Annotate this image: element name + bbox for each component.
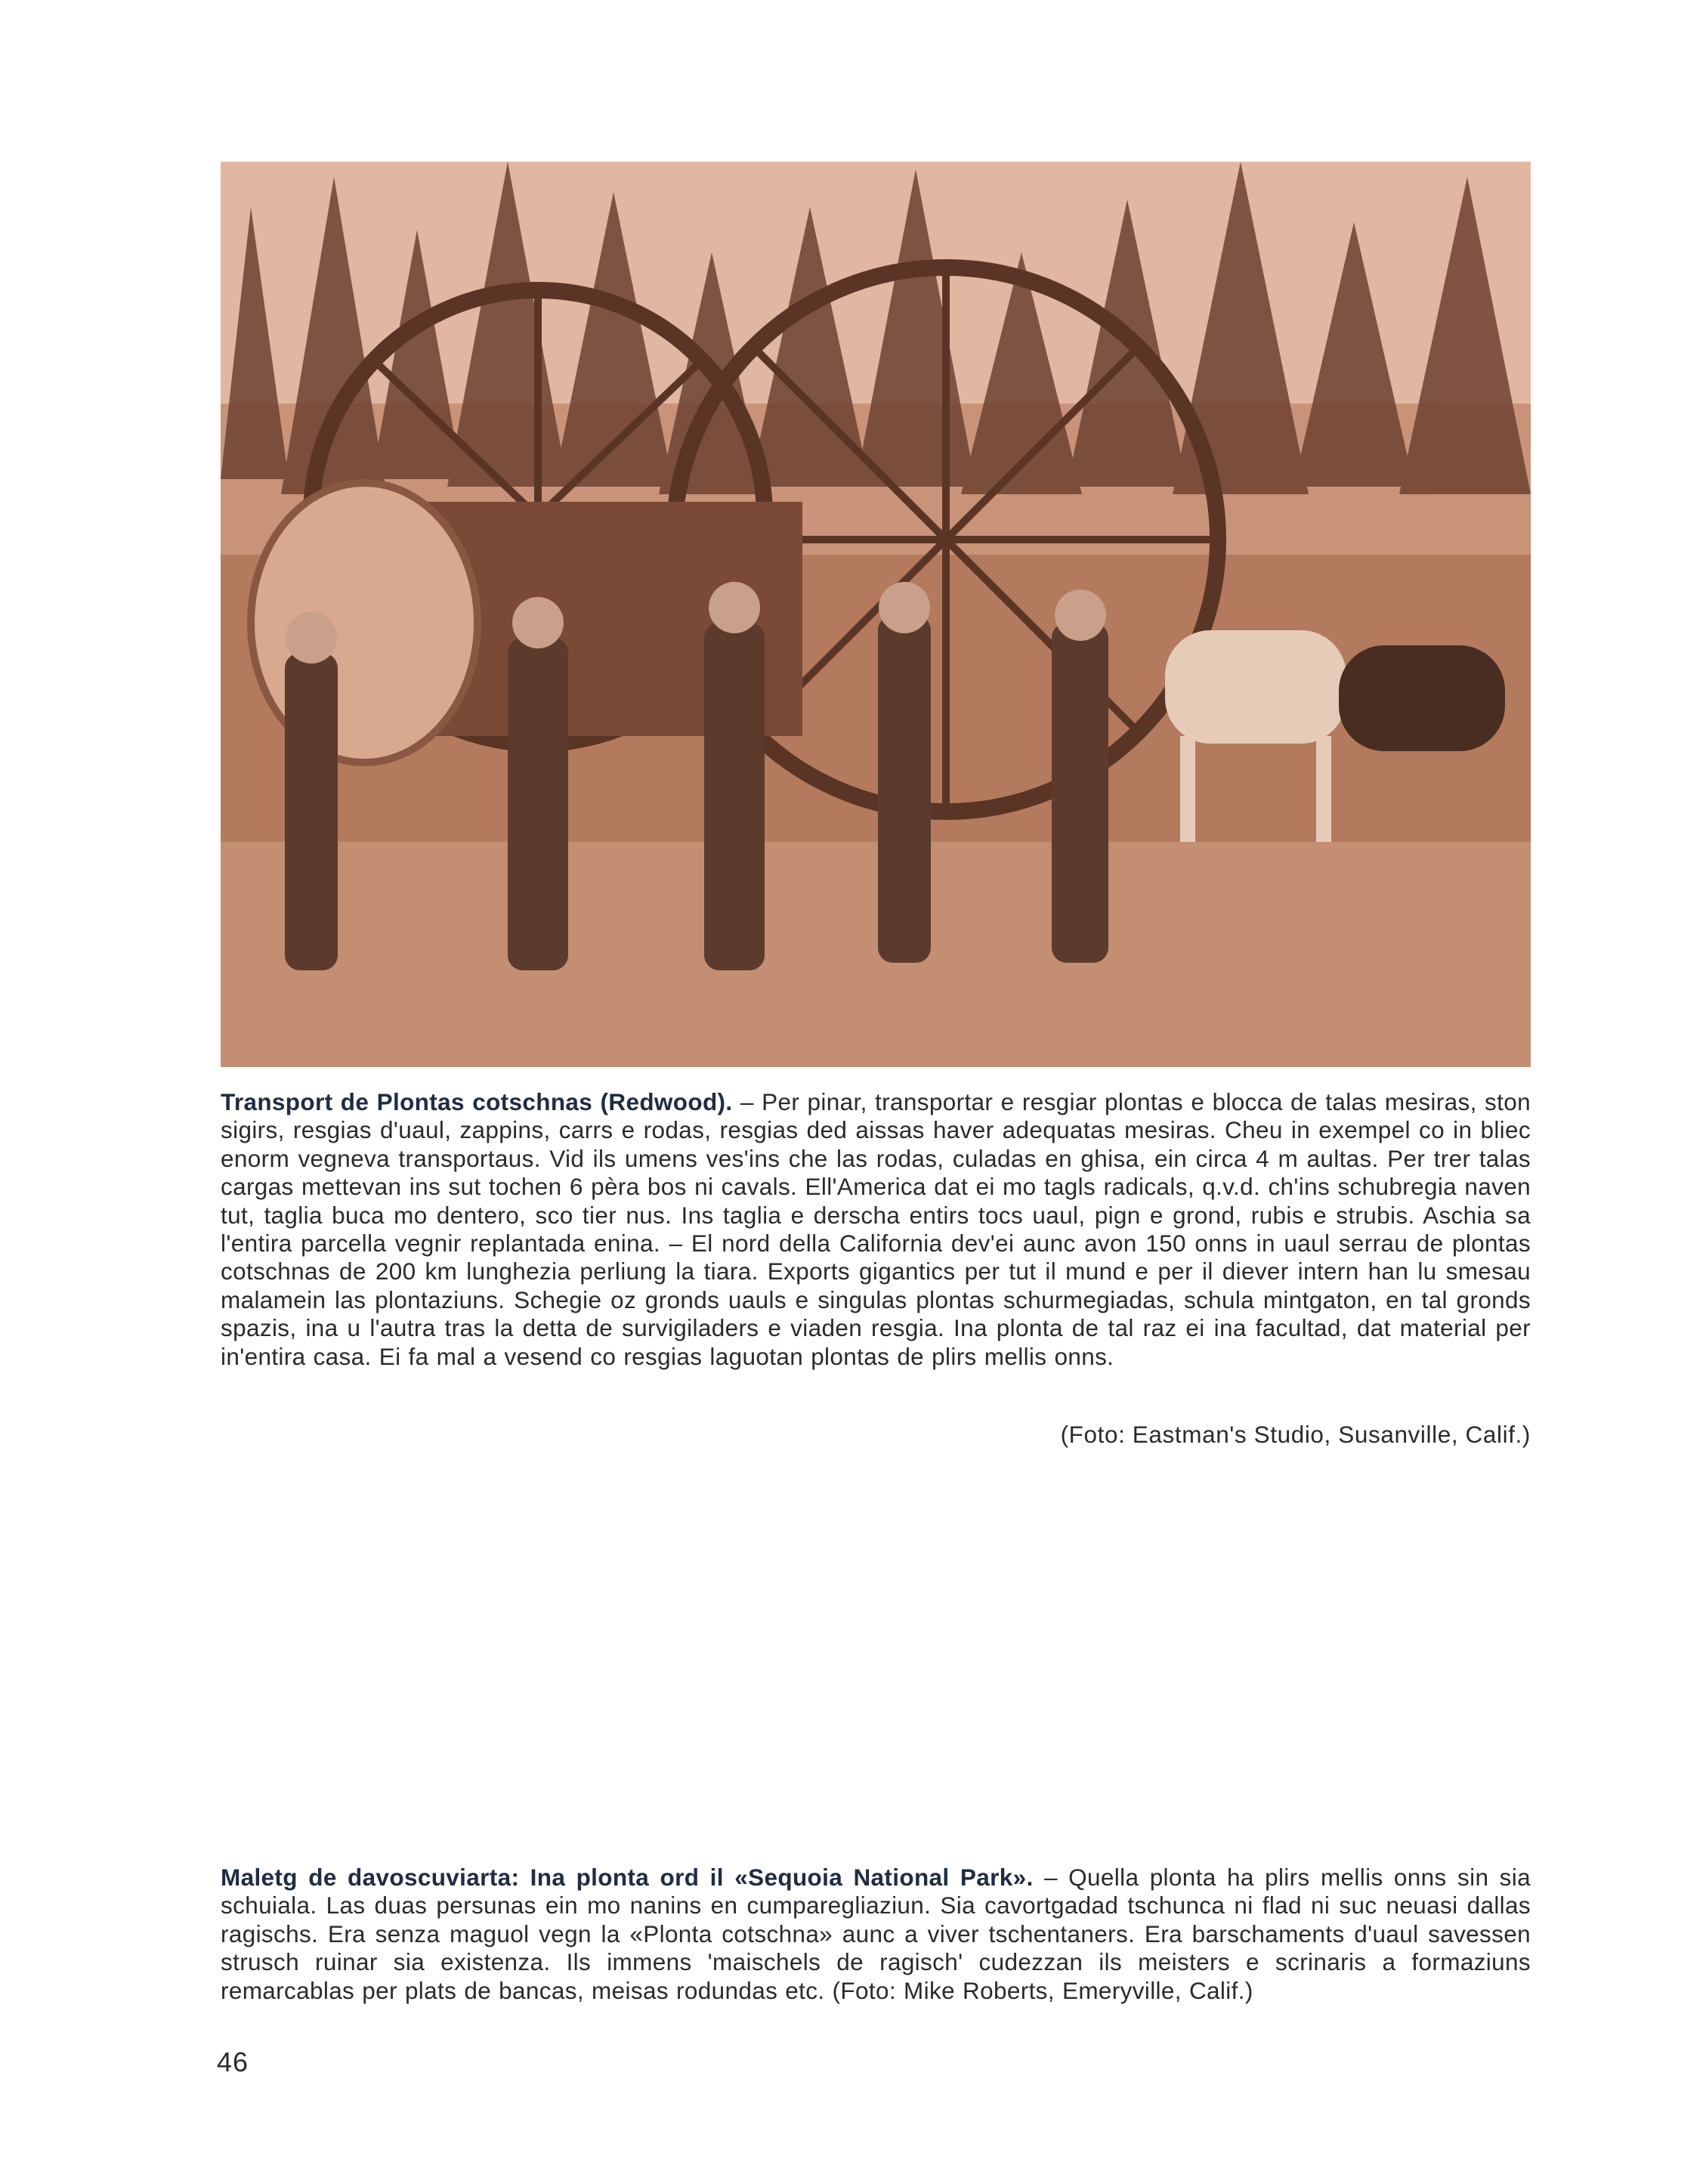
logging-photo: [221, 162, 1531, 1067]
photo-credit: (Foto: Eastman's Studio, Susanville, Calif.): [1060, 1421, 1531, 1448]
caption-title: Transport de Plontas cotschnas (Redwood).: [221, 1088, 733, 1115]
photo-caption: [221, 1088, 1531, 1371]
back-cover-caption-title: Maletg de davoscuviarta: Ina plonta ord il «Sequoia National Park».: [221, 1864, 1034, 1891]
back-cover-caption: [221, 1864, 1531, 2005]
page-number: 46: [217, 2046, 249, 2077]
back-cover-caption-text: – Quella plonta ha plirs mellis onns sin sia schuiala. Las duas persunas ein mo nanins en cumparegliaziun. Sia cavortgadad tschunca ni flad ni suc neuasi dallas ragischs. Era senza maguol vegn la «Plonta cotschna» aunc a viver tschentaners. Era barschaments d'uaul savessen strusch ruinar sia existenza. Ils immens 'maischels de ragisch' cudezzan ils meisters e scrinaris a formaziuns remarcablas per plats de bancas, meisas rodundas etc. (Foto: Mike Roberts, Emeryville, Calif.): [221, 1864, 1531, 2004]
photo-illustration: [221, 162, 1531, 1067]
caption-text: – Per pinar, transportar e resgiar plontas e blocca de talas mesiras, ston sigirs, resgias d'uaul, zappins, carrs e rodas, resgias ded aissas haver adequatas mesiras. Cheu in exempel co in bliec enorm vegneva transportaus. Vid ils umens ves'ins che las rodas, culadas en ghisa, ein circa 4 m aultas. Per trer talas cargas mettevan ins sut tochen 6 pèra bos ni cavals. Ell'America dat ei mo tagls radicals, q.v.d. ch'ins schubregia naven tut, taglia buca mo dentero, sco tier nus. Ins taglia e derscha entirs tocs uaul, pign e grond, rubis e strubis. Aschia sa l'entira parcella vegnir replantada enina. – El nord della California dev'ei aunc avon 150 onns in uaul serrau de plontas cotschnas de 200 km lunghezia perliung la tiara. Exports gigantics per tut il mund e per il diever intern han lu smesau malamein las plontaziuns. Schegie oz gronds uauls e singulas plontas schurmegiadas, schula mintgaton, en tal gronds spazis, ina u l'autra tras la detta de survigiladers e viaden resgia. Ina plonta de tal raz ei ina facultad, dat material per in'entira casa. Ei fa mal a vesend co resgias laguotan plontas de plirs mellis onns.: [221, 1088, 1531, 1370]
